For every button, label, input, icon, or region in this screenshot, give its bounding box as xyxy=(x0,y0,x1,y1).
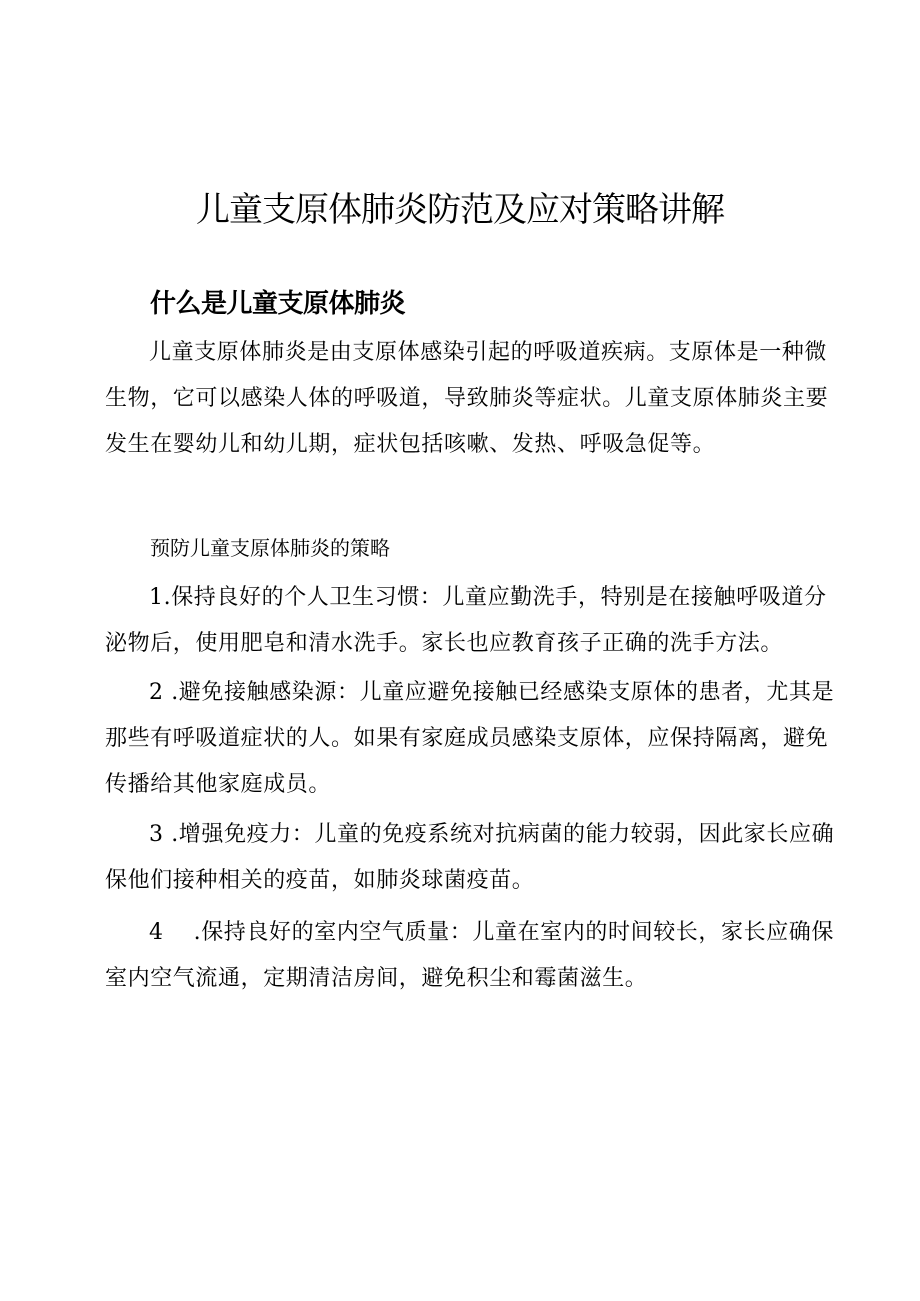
item-text: 避免接触感染源：儿童应避免接触已经感染支原体的患者，尤其是那些有呼吸道症状的人。如果有家庭成员感染支原体，应保持隔离，避免传播给其他家庭成员。 xyxy=(105,680,835,797)
strategy-item-4 xyxy=(105,910,835,1002)
item-number: 1. xyxy=(149,585,172,610)
intro-paragraph: 儿童支原体肺炎是由支原体感染引起的呼吸道疾病。支原体是一种微生物，它可以感染人体的呼吸道，导致肺炎等症状。儿童支原体肺炎主要发生在婴幼儿和幼儿期，症状包括咳嗽、发热、呼吸急促等。 xyxy=(105,340,829,457)
strategy-item-3 xyxy=(105,812,835,904)
document-title: 儿童支原体肺炎防范及应对策略讲解 xyxy=(196,190,724,230)
item-number: 4 xyxy=(149,920,164,945)
strategy-heading: 预防儿童支原体肺炎的策略 xyxy=(150,536,390,560)
strategy-item-1 xyxy=(105,575,835,667)
item-text: .保持良好的室内空气质量：儿童在室内的时间较长，家长应确保室内空气流通，定期清洁房间，避免积尘和霉菌滋生。 xyxy=(105,920,835,991)
strategy-item-2 xyxy=(105,670,835,808)
section-heading: 什么是儿童支原体肺炎 xyxy=(150,289,406,319)
item-number: 3 . xyxy=(149,822,179,847)
item-text: 保持良好的个人卫生习惯：儿童应勤洗手，特别是在接触呼吸道分泌物后，使用肥皂和清水洗手。家长也应教育孩子正确的洗手方法。 xyxy=(105,585,827,656)
item-number: 2 . xyxy=(149,680,179,705)
item-text: 增强免疫力：儿童的免疫系统对抗病菌的能力较弱，因此家长应确保他们接种相关的疫苗，如肺炎球菌疫苗。 xyxy=(105,822,835,893)
